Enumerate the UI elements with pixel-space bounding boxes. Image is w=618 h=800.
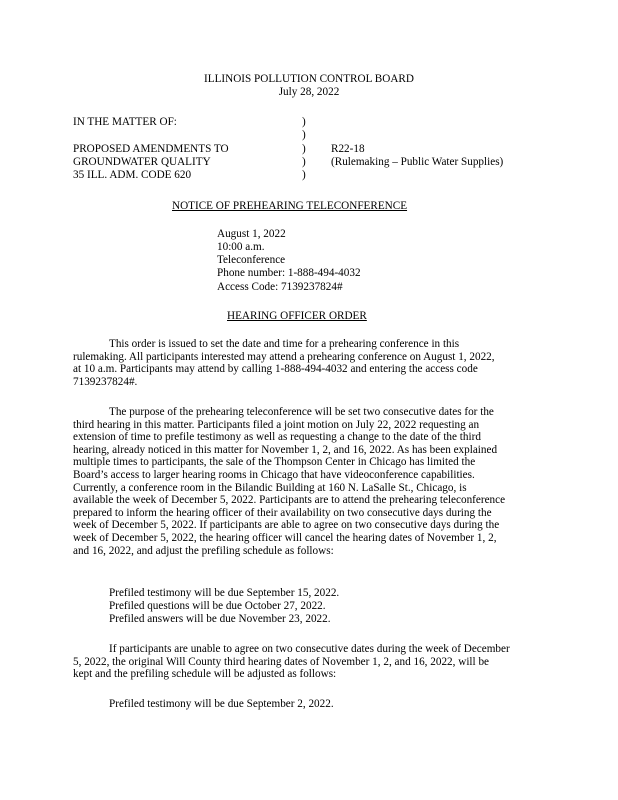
schedule-questions: Prefiled questions will be due October 27, 2022.: [109, 600, 326, 612]
caption-title-line-2: GROUNDWATER QUALITY: [73, 156, 211, 168]
paragraph-line: and 16, 2022, and adjust the prefiling schedule as follows:: [73, 544, 334, 557]
caption-paren: ): [302, 129, 306, 141]
paragraph-line: multiple times to participants, the sale of the Thompson Center in Chicago has limited the: [73, 456, 476, 469]
paragraph-line: extension of time to prefile testimony as well as requesting a change to the date of the third: [73, 431, 481, 444]
in-the-matter-of: IN THE MATTER OF:: [73, 116, 177, 128]
paragraph-line: The purpose of the prehearing teleconference will be set two consecutive dates for the: [109, 406, 494, 418]
docket-number: R22-18: [331, 143, 365, 155]
paragraph-line: 5, 2022, the original Will County third hearing dates of November 1, 2, and 16, 2022, will be: [73, 655, 490, 668]
paragraph-1: [73, 338, 545, 388]
schedule-testimony: Prefiled testimony will be due September 15, 2022.: [109, 587, 340, 599]
caption-paren: ): [302, 116, 306, 128]
paragraph-line: Board’s access to larger hearing rooms in Chicago that have videoconference capabilities.: [73, 468, 475, 481]
paragraph-line: week of December 5, 2022, the hearing officer will cancel the hearing dates of November 1, 2,: [73, 531, 497, 544]
caption-paren: ): [302, 169, 306, 181]
caption-title-line-1: PROPOSED AMENDMENTS TO: [73, 143, 229, 155]
order-heading: HEARING OFFICER ORDER: [227, 310, 367, 322]
paragraph-line: If participants are unable to agree on two consecutive dates during the week of December: [109, 643, 510, 655]
notice-type: Teleconference: [217, 254, 286, 266]
paragraph-line: This order is issued to set the date and time for a prehearing conference in this: [109, 338, 460, 350]
paragraph-line: hearing, already noticed in this matter for November 1, 2, and 16, 2022. As has been explained: [73, 443, 498, 456]
paragraph-line: kept and the prefiling schedule will be adjusted as follows:: [73, 668, 337, 681]
paragraph-line: third hearing in this matter. Participants filed a joint motion on July 22, 2022 requesting an: [73, 418, 480, 431]
docket-description: (Rulemaking – Public Water Supplies): [331, 156, 504, 168]
notice-phone: Phone number: 1-888-494-4032: [217, 267, 361, 279]
notice-date: August 1, 2022: [217, 228, 286, 240]
paragraph-line: prepared to inform the hearing officer of their availability on two consecutive days during the: [73, 506, 492, 519]
notice-access-code: Access Code: 7139237824#: [217, 281, 343, 293]
paragraph-line: rulemaking. All participants interested may attend a prehearing conference on August 1, 2022,: [73, 350, 495, 363]
caption-paren: ): [302, 143, 306, 155]
paragraph-3: [73, 643, 545, 681]
paragraph-line: at 10 a.m. Participants may attend by calling 1-888-494-4032 and entering the access code: [73, 363, 478, 376]
paragraph-line: available the week of December 5, 2022. Participants are to attend the prehearing teleconference: [73, 494, 506, 507]
notice-heading: NOTICE OF PREHEARING TELECONFERENCE: [172, 200, 408, 212]
schedule-answers: Prefiled answers will be due November 23, 2022.: [109, 613, 331, 625]
caption-title-line-3: 35 ILL. ADM. CODE 620: [73, 169, 192, 181]
order-date: July 28, 2022: [278, 86, 340, 98]
caption-paren: ): [302, 156, 306, 168]
paragraph-2: [73, 406, 545, 557]
schedule-testimony-alt: Prefiled testimony will be due September 2, 2022.: [109, 698, 334, 710]
notice-time: 10:00 a.m.: [217, 241, 265, 253]
paragraph-line: Currently, a conference room in the Bilandic Building at 160 N. LaSalle St., Chicago, is: [73, 481, 467, 494]
paragraph-line: 7139237824#.: [73, 375, 138, 388]
paragraph-line: week of December 5, 2022. If participants are able to agree on two consecutive days during the: [73, 519, 500, 532]
board-name: ILLINOIS POLLUTION CONTROL BOARD: [204, 73, 414, 85]
